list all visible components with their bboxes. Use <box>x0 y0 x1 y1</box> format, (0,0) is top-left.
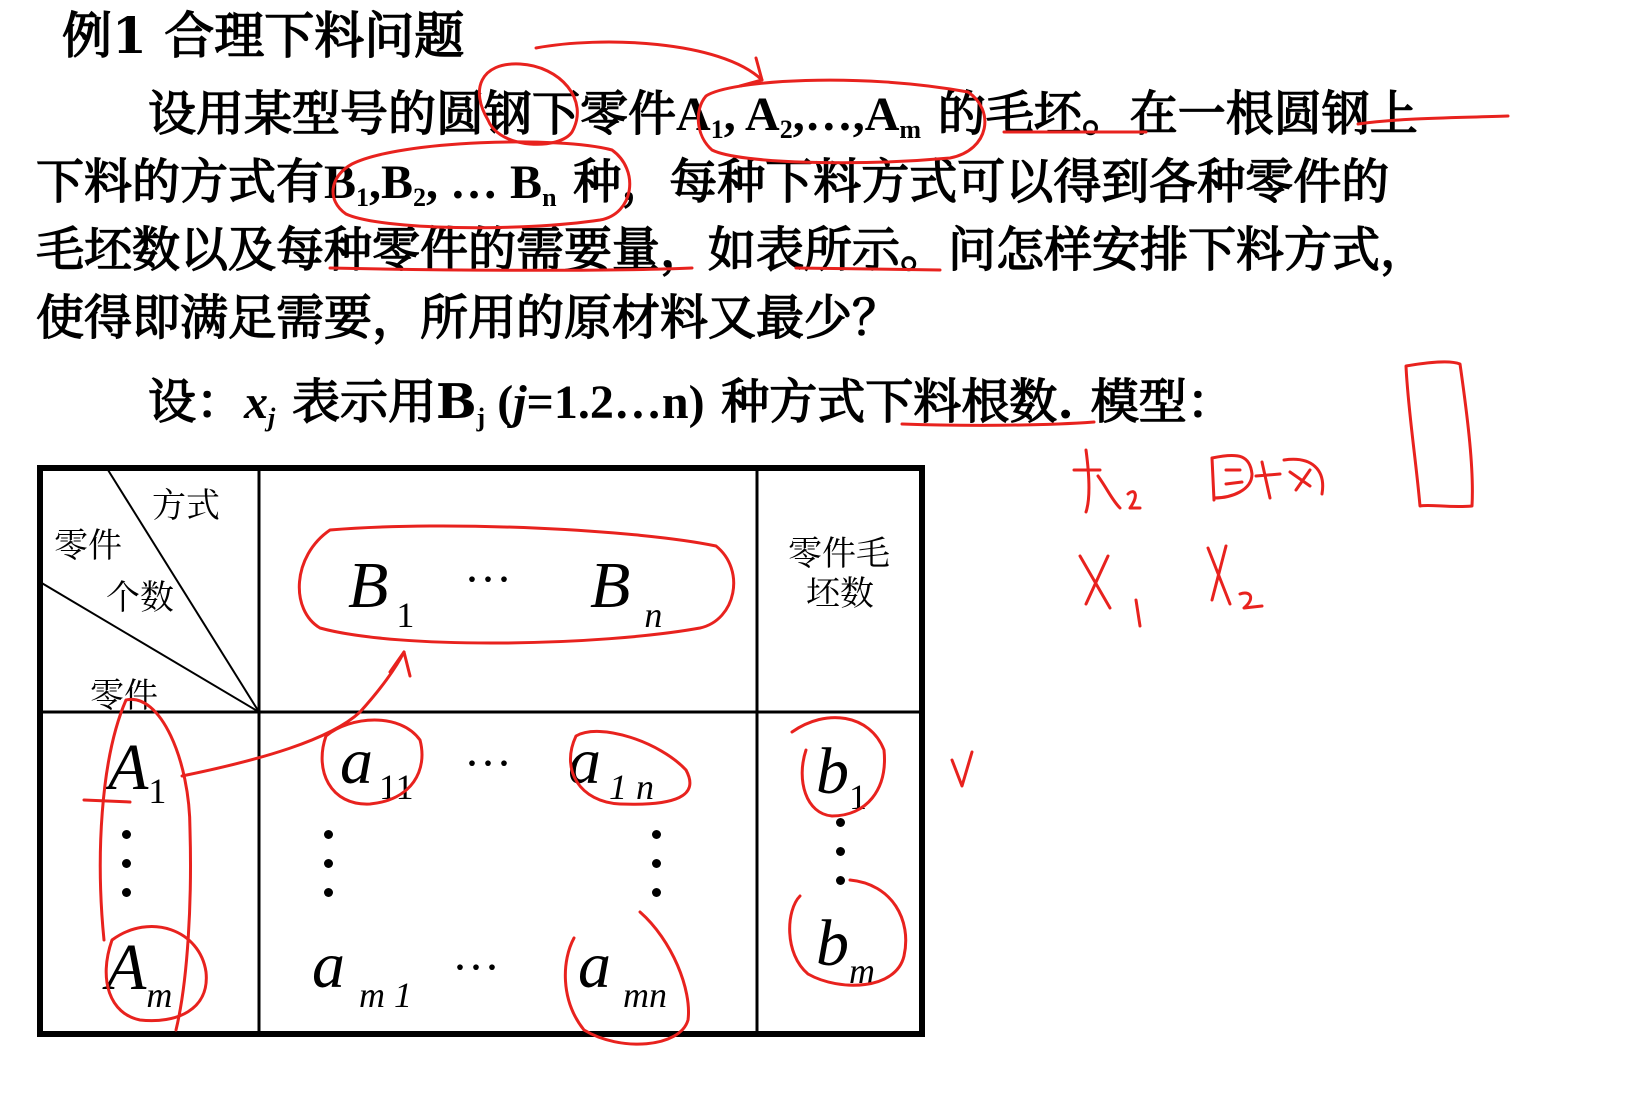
rowm-ellipsis: ··· <box>452 941 500 994</box>
ink-underline-count <box>902 422 1094 425</box>
ink-tick-a1 <box>84 800 130 802</box>
ink-underline-table <box>796 268 940 270</box>
range-rest: =1.2…n) <box>526 376 705 429</box>
ink-circle-a1n <box>570 731 689 804</box>
text-fragment: 设用某型号的圆钢下零件 <box>148 86 677 142</box>
ink-circle-amn <box>565 912 688 1044</box>
col-header-blanks-1: 零件毛 <box>788 534 890 574</box>
demand-bm: $b_m$ <box>816 907 875 991</box>
ink-circle-am <box>106 927 206 1021</box>
col-header-blanks-2: 坯数 <box>806 574 874 614</box>
ink-underline-demand <box>330 268 692 270</box>
ink-ellipse-acol <box>100 699 190 1030</box>
paragraph-line-4: 使得即满足需要，所用的原材料又最少？ <box>36 290 901 346</box>
ink-hand-x1 <box>1080 556 1140 626</box>
ink-rectangle <box>1406 362 1472 507</box>
parts-list: $A_1$, $A_2,\dots,A_m$ <box>676 88 922 144</box>
ink-ellipse-methods <box>333 142 630 228</box>
cell-a1n: a $_{1 n}$ <box>568 725 654 807</box>
ink-arrow-a1 <box>182 652 404 776</box>
setup-suffix: 种方式下料根数 <box>704 374 1058 430</box>
setup-prefix: 设： <box>148 374 245 430</box>
ink-circle-bm <box>790 880 906 991</box>
range-open: ( <box>485 376 514 429</box>
methods-list: $B_1,B_2$, … $B_n$ <box>324 156 557 212</box>
ink-hand-gang <box>1256 459 1323 498</box>
text-fragment: 种，每种下料方式可以得到各种零件的 <box>573 154 1390 210</box>
range-j: j <box>513 376 527 429</box>
ink-strike-steel <box>1358 116 1508 124</box>
corner-part: 零件 <box>54 526 122 566</box>
cell-am1: a $_{m 1}$ <box>312 929 412 1015</box>
paragraph-line-3: 毛坯数以及每种零件的需要量，如表所示。问怎样安排下料方式， <box>36 222 1429 278</box>
row1-ellipsis: ··· <box>464 737 512 790</box>
text-fragment: 下料的方式有 <box>36 154 325 210</box>
text-fragment: 的毛坯。在一根圆钢上 <box>937 86 1418 142</box>
ink-check <box>952 752 972 786</box>
header-ellipsis: ··· <box>464 553 512 606</box>
ink-arrow-parts <box>536 42 762 80</box>
model-label: . 模型： <box>1057 374 1235 430</box>
ink-ellipse-header <box>299 526 733 643</box>
method-bn: B $_n$ <box>590 549 663 635</box>
corner-count: 个数 <box>106 578 174 618</box>
corner-method: 方式 <box>152 486 220 526</box>
ink-hand-yuan <box>1212 455 1252 500</box>
part-a1: $A_1$ <box>108 731 167 811</box>
b-sub: j <box>476 403 486 432</box>
ink-circle-b1 <box>792 718 884 816</box>
var-sub: j <box>268 403 276 432</box>
ink-circle-a11 <box>322 720 422 807</box>
var-x: x <box>244 376 269 429</box>
method-b1: B $_1$ <box>348 549 415 635</box>
corner-part-2: 零件 <box>90 676 158 716</box>
part-am: $A_m$ <box>106 931 173 1015</box>
ink-circle-yuan <box>479 64 577 144</box>
cell-amn: a $_{mn}$ <box>578 929 667 1015</box>
demand-b1: $b_1$ <box>816 735 867 817</box>
ink-hand-x2 <box>1074 450 1140 512</box>
cell-a11: a $_{11}$ <box>340 725 414 807</box>
setup-mid: 表示用B <box>275 374 477 430</box>
ink-ellipse-parts <box>698 80 985 163</box>
page-title: 例1 合理下料问题 <box>62 6 465 65</box>
ink-hand-x2b <box>1208 546 1262 608</box>
